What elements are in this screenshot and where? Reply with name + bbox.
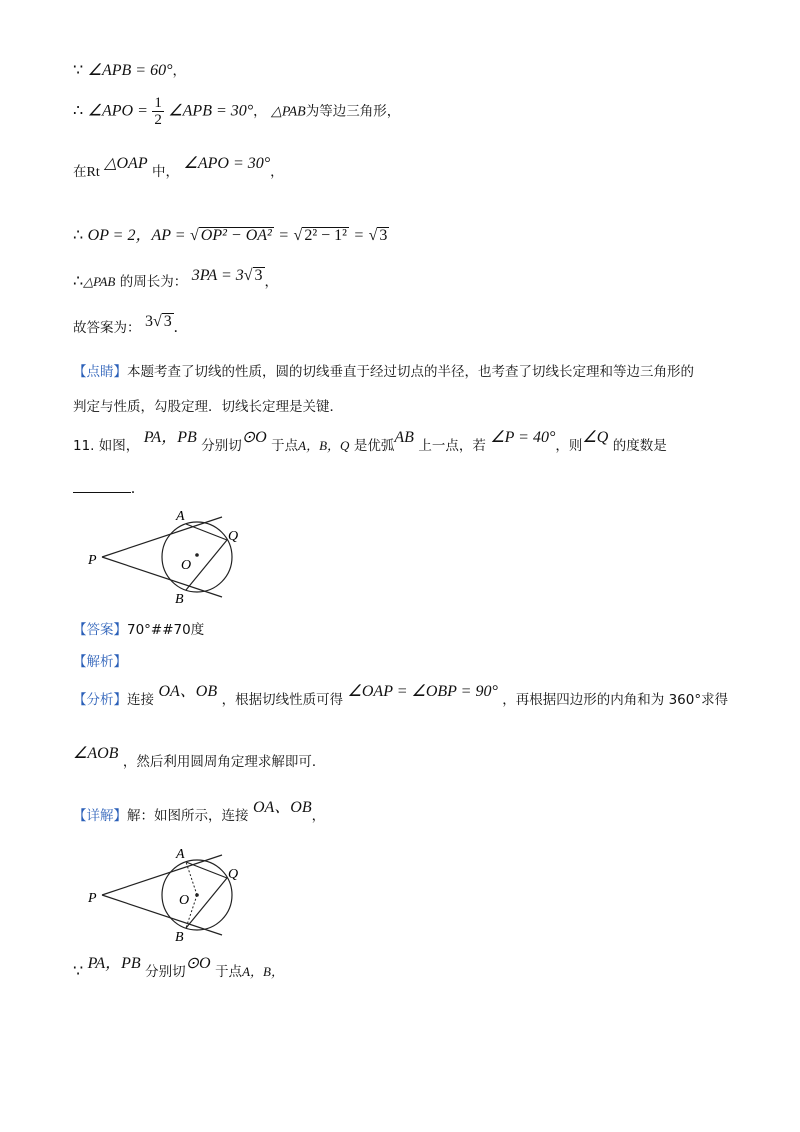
figure-2 xyxy=(80,843,250,943)
answer-blank: . xyxy=(73,478,135,499)
question-11: 11. 如图， PA，PB 分别切⊙O 于点A，B，Q 是优弧AB 上一点，若 ∠P = 40°，则∠Q 的度数是 xyxy=(73,429,667,454)
label-b: B xyxy=(175,592,184,605)
line-2: ∴ ∠APO = $\frac{1}{2}$ ∠APB = 30°， △PAB为等边三角形， xyxy=(73,95,401,128)
fraction-one-half: $\frac{1}{2}$ xyxy=(154,95,162,128)
line-1: ∵ ∠APB = 60°， xyxy=(73,62,186,79)
analysis-tag: 【解析】 xyxy=(73,654,127,670)
answer-line: 【答案】70°##70度 xyxy=(73,622,205,638)
analysis-line-2: ∠AOB ，然后利用圆周角定理求解即可． xyxy=(73,745,326,770)
figure-1 xyxy=(80,505,250,605)
line-7-dianjing: 【点睛】本题考查了切线的性质，圆的切线垂直于经过切点的半径，也考查了切线长定理和等边三角形的 xyxy=(73,364,694,380)
label-a: A xyxy=(176,509,185,524)
blank-underline xyxy=(73,478,131,493)
line-5: ∴△PAB 的周长为： 3PA = 3√ 3 ， xyxy=(73,267,279,290)
label-o: O xyxy=(179,893,190,908)
label-q: Q xyxy=(228,867,239,882)
radius-oa xyxy=(186,862,197,895)
label-p: P xyxy=(88,553,97,568)
line-4: ∴ OP = 2，AP = √ OP² − OA² = √ 2² − 1² = √ 3 xyxy=(73,227,388,244)
center-dot xyxy=(195,893,199,897)
detail-line-2: ∵ PA，PB 分别切⊙O 于点A，B， xyxy=(73,955,284,980)
label-b: B xyxy=(175,930,184,943)
line-6: 故答案为： 3√ 3 . xyxy=(73,313,178,336)
label-q: Q xyxy=(228,529,239,544)
detail-line: 【详解】解：如图所示，连接 OA、OB， xyxy=(73,799,326,824)
line-8: 判定与性质，勾股定理．切线长定理是关键． xyxy=(73,399,343,415)
center-dot xyxy=(195,553,199,557)
label-p: P xyxy=(88,891,97,906)
label-a: A xyxy=(176,847,185,862)
label-o: O xyxy=(181,558,192,573)
line-3: 在Rt △OAP 中， ∠APO = 30°， xyxy=(73,155,284,180)
circle-o xyxy=(162,522,232,592)
analysis-line: 【分析】连接 OA、OB ，根据切线性质可得 ∠OAP = ∠OBP = 90° ，再根据四边形的内角和为 360°求得 xyxy=(73,683,729,708)
